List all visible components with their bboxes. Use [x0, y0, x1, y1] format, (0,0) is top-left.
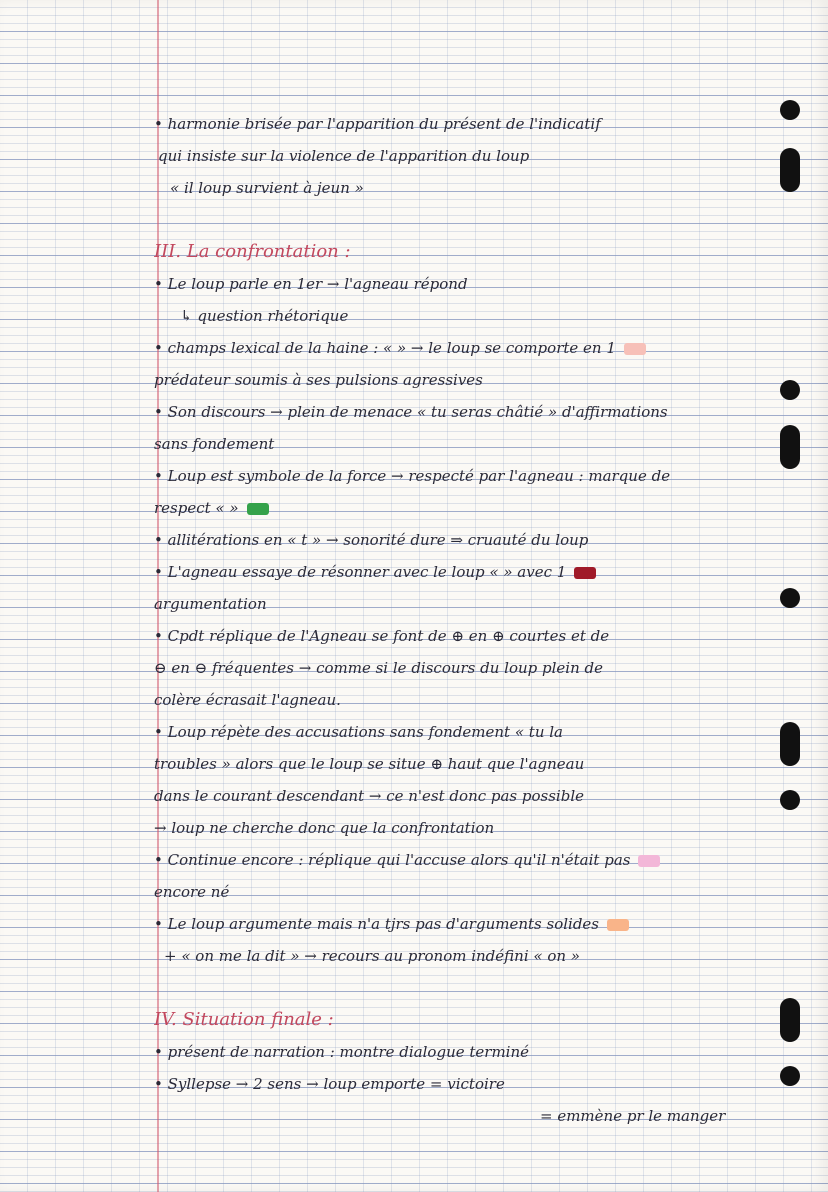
note-line: • harmonie brisée par l'apparition du présent de l'indicatif	[154, 115, 601, 133]
note-line: sans fondement	[154, 435, 275, 453]
note-line: dans le courant descendant → ce n'est donc pas possible	[154, 787, 585, 805]
highlighter-mark	[624, 343, 646, 355]
note-line: qui insiste sur la violence de l'apparition du loup	[158, 147, 530, 165]
note-line: encore né	[154, 883, 230, 901]
note-line	[154, 972, 810, 1004]
note-line: • Son discours → plein de menace « tu seras châtié » d'affirmations	[154, 403, 668, 421]
note-line: argumentation	[154, 595, 267, 613]
note-line: colère écrasait l'agneau.	[154, 691, 341, 709]
note-line: • L'agneau essaye de résonner avec le loup « » avec 1	[154, 556, 810, 588]
note-line: ↳ question rhétorique	[180, 307, 349, 325]
note-line: prédateur soumis à ses pulsions agressives	[154, 371, 483, 389]
note-line: • Cpdt réplique de l'Agneau se font de ⊕ en ⊕ courtes et de	[154, 627, 610, 645]
note-line: • Loup répète des accusations sans fondement « tu la	[154, 723, 563, 741]
note-line: • Le loup argumente mais n'a tjrs pas d'arguments solides	[154, 908, 810, 940]
note-line: + « on me la dit » → recours au pronom indéfini « on »	[164, 947, 580, 965]
note-line: • Loup est symbole de la force → respecté par l'agneau : marque de	[154, 467, 671, 485]
note-line: • allitérations en « t » → sonorité dure ⇒ cruauté du loup	[154, 531, 589, 549]
highlighter-mark	[638, 855, 660, 867]
note-line: troubles » alors que le loup se situe ⊕ haut que l'agneau	[154, 755, 585, 773]
highlighter-mark	[574, 567, 596, 579]
note-line: • Continue encore : réplique qui l'accuse alors qu'il n'était pas	[154, 844, 810, 876]
highlighter-mark	[607, 919, 629, 931]
note-line: • champs lexical de la haine : « » → le loup se comporte en 1	[154, 332, 810, 364]
highlighter-mark	[247, 503, 269, 515]
note-line: • Syllepse → 2 sens → loup emporte = victoire	[154, 1075, 505, 1093]
handwritten-notes	[150, 108, 810, 1148]
note-line: respect « »	[154, 492, 810, 524]
note-line: • présent de narration : montre dialogue terminé	[154, 1043, 530, 1061]
note-line: « il loup survient à jeun »	[170, 179, 364, 197]
section-heading: IV. Situation finale :	[154, 1009, 334, 1030]
note-line: ⊖ en ⊖ fréquentes → comme si le discours du loup plein de	[154, 659, 604, 677]
note-line	[154, 204, 810, 236]
section-heading: III. La confrontation :	[154, 241, 351, 262]
note-line: → loup ne cherche donc que la confrontation	[154, 819, 495, 837]
note-line: • Le loup parle en 1er → l'agneau répond	[154, 275, 468, 293]
note-line: = emmène pr le manger	[540, 1107, 726, 1125]
